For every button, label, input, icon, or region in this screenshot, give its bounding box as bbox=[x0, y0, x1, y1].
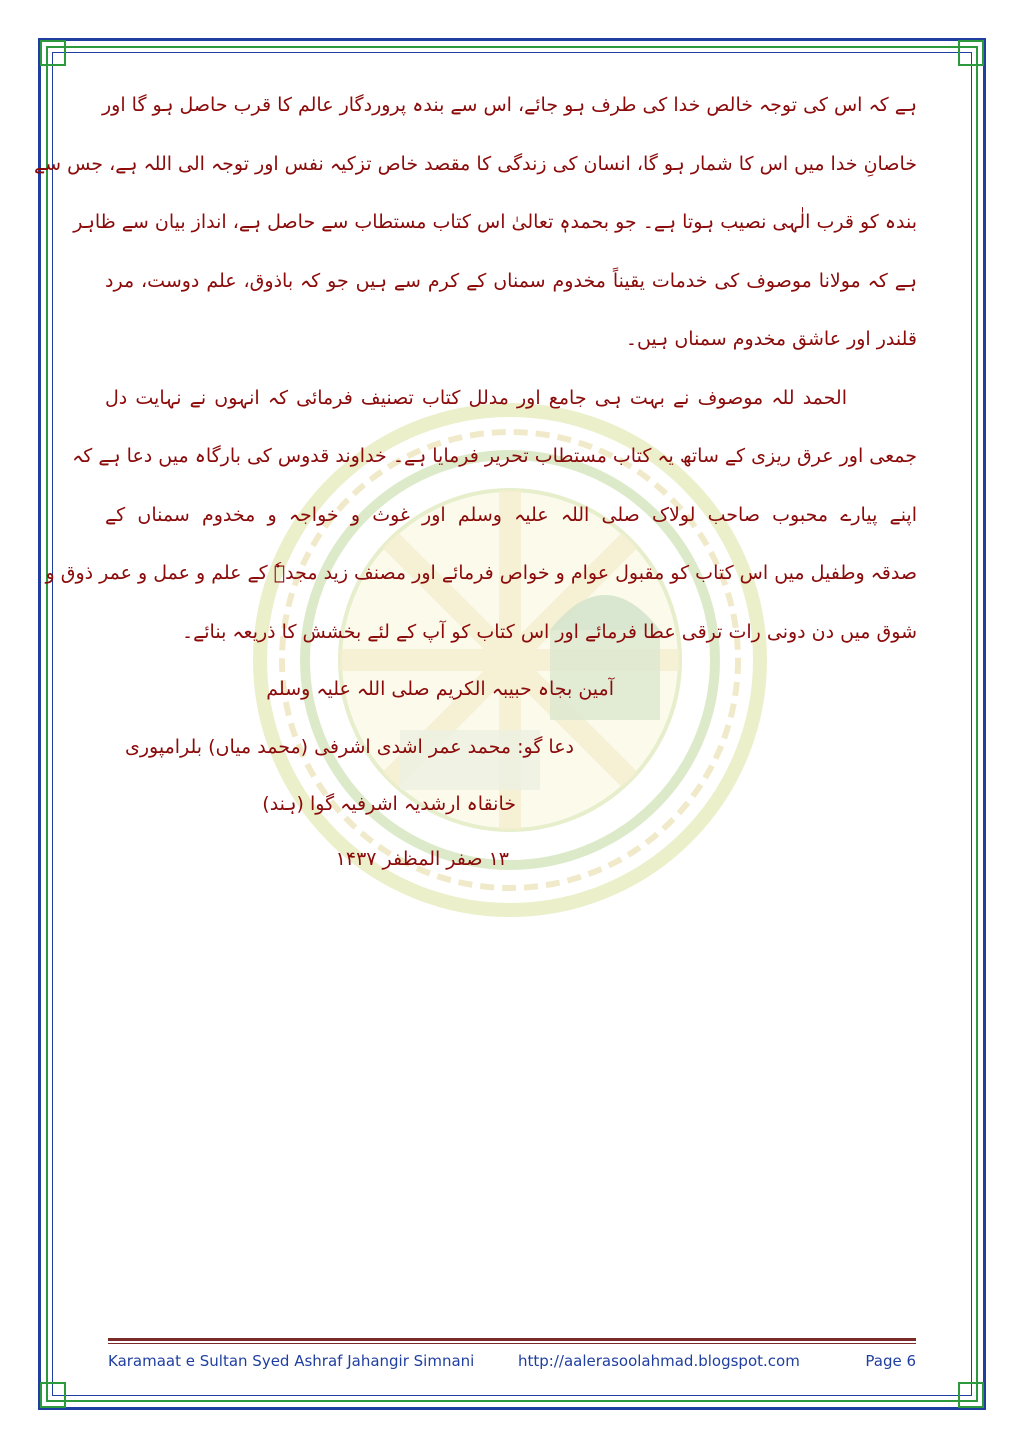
footer-url-link[interactable]: http://aalerasoolahmad.blogspot.com bbox=[518, 1352, 800, 1370]
body-text bbox=[33, 88, 917, 673]
text-line: صدقہ وطفیل میں اس کتاب کو مقبول عوام و خواص فرمائے اور مصنف زید مجدہٗ کے علم و عمل و عمر ذوق و bbox=[45, 562, 917, 584]
paragraph-praise bbox=[45, 381, 917, 674]
text-line: الحمد للہ موصوف نے بہت ہی جامع اور مدلل کتاب تصنیف فرمائی کہ انہوں نے نہایت دل bbox=[105, 386, 847, 409]
text-line: بندہ کو قرب الٰہی نصیب ہوتا ہے۔ جو بحمدہٖ تعالیٰ اس کتاب مستطاب سے حاصل ہے، انداز بیان سے ظاہر bbox=[73, 211, 917, 233]
text-line: ہے کہ مولانا موصوف کی خدمات یقیناً مخدوم سمناں کے کرم سے ہیں جو کہ باذوق، علم دوست، مرد bbox=[105, 269, 917, 292]
footer-rule bbox=[108, 1338, 916, 1341]
corner-ornament-bottom-right bbox=[958, 1382, 984, 1408]
signature-date: ۱۳ صفر المظفر ۱۴۳۷ bbox=[335, 848, 509, 870]
paragraph-intro bbox=[33, 88, 917, 381]
author-signature: دعا گو: محمد عمر اشدی اشرفی (محمد میاں) بلرامپوری bbox=[124, 736, 574, 758]
text-line: اپنے پیارے محبوب صاحب لولاک صلی اللہ علیہ وسلم اور غوث و خواجہ و مخدوم سمناں کے bbox=[105, 503, 917, 526]
text-line: خاصانِ خدا میں اس کا شمار ہو گا، انسان کی زندگی کا مقصد خاص تزکیہ نفس اور توجہ الی اللہ ہے، جس سے bbox=[33, 152, 917, 175]
footer-book-title: Karamaat e Sultan Syed Ashraf Jahangir Simnani bbox=[108, 1352, 475, 1370]
text-line: ہے کہ اس کی توجہ خالص خدا کی طرف ہو جائے، اس سے بندہ پروردگار عالم کا قرب حاصل ہو گا اور bbox=[102, 94, 917, 116]
text-line: قلندر اور عاشق مخدوم سمناں ہیں۔ bbox=[625, 328, 917, 350]
corner-ornament-top-right bbox=[958, 40, 984, 66]
page-footer bbox=[108, 1352, 916, 1378]
footer-page-number: Page 6 bbox=[865, 1352, 916, 1370]
author-place: خانقاہ ارشدیہ اشرفیہ گوا (ہند) bbox=[262, 793, 516, 815]
corner-ornament-top-left bbox=[40, 40, 66, 66]
text-line: شوق میں دن دونی رات ترقی عطا فرمائے اور اس کتاب کو آپ کے لئے بخشش کا ذریعہ بنائے۔ bbox=[182, 620, 917, 643]
text-line: جمعی اور عرق ریزی کے ساتھ یہ کتاب مستطاب تحریر فرمایا ہے۔ خداوند قدوس کی بارگاہ میں دعا ہے کہ bbox=[72, 445, 917, 467]
footer-rule-thin bbox=[108, 1343, 916, 1344]
closing-prayer: آمین بجاہ حبیبہ الکریم صلی اللہ علیہ وسلم bbox=[266, 678, 614, 700]
corner-ornament-bottom-left bbox=[40, 1382, 66, 1408]
